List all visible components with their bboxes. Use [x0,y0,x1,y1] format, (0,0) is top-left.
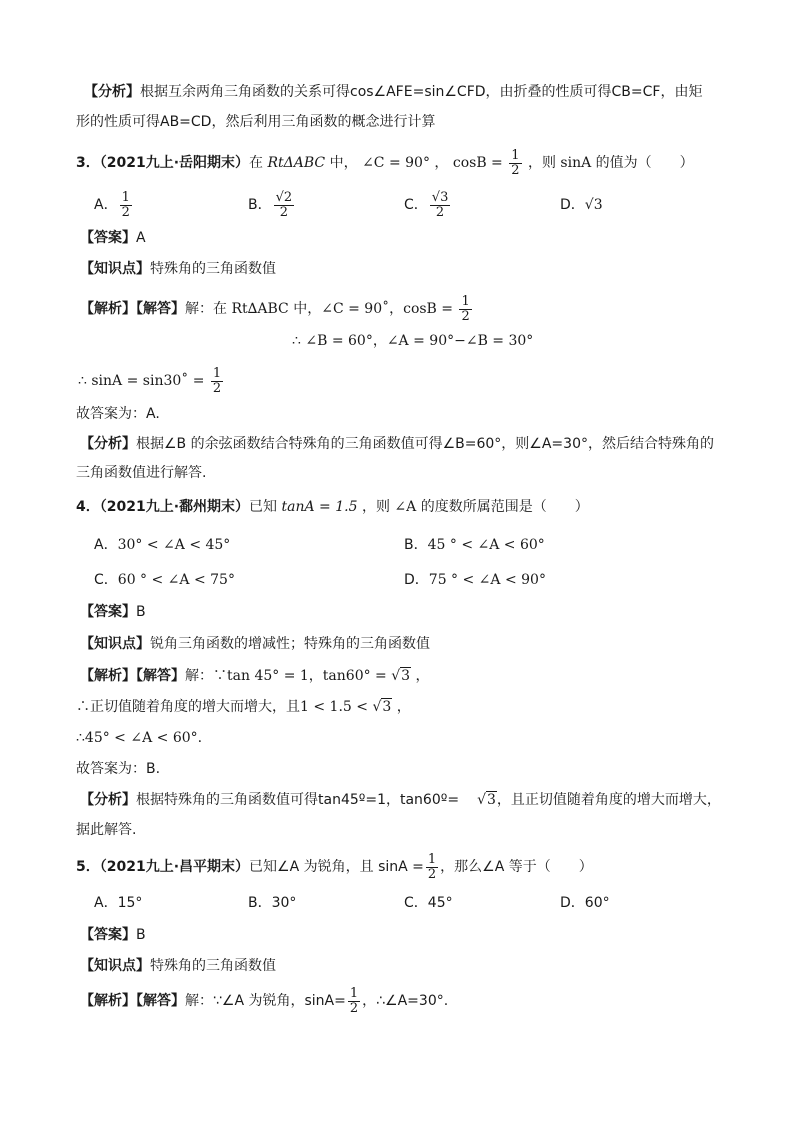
q5-knowledge-point: 【知识点】特殊角的三角函数值 [80,958,276,974]
q3-option-a: A． $\frac{1}{2}$ [94,189,130,220]
question-source: （2021九上·岳阳期末） [99,155,250,171]
q3-solution-line1: 【解析】【解答】解：在 Rt∆ABC 中，∠C = 90˚，cosB = $\frac{1}{2}$ [80,293,470,324]
q5-solution: 【解析】【解答】解：∵∠A 为锐角，sinA= $\frac{1}{2}$ ，∴∠A=30°. [80,985,449,1016]
analysis-tag: 【分析】 [84,84,140,100]
q3-solution-line3: ∴ sinA = sin30˚ = $\frac{1}{2}$ [78,365,222,396]
q4-conclusion: 故答案为：B. [76,761,161,777]
q3-solution-line2: ∴ ∠B = 60°，∠A = 90°−∠B = 30° [292,333,534,349]
q3-analysis-line1: 【分析】根据∠B 的余弦函数结合特殊角的三角函数值可得∠B=60°，则∠A=30°，然后结合特殊角的 [80,436,714,452]
q4-knowledge-point: 【知识点】锐角三角函数的增减性；特殊角的三角函数值 [80,636,430,652]
q4-option-a: A．30° < ∠A < 45° [94,537,231,553]
q5-option-b: B．30° [248,895,297,911]
q5-option-a: A．15° [94,895,143,911]
q3-conclusion: 故答案为：A. [76,406,160,422]
q5-stem: 5．（2021九上·昌平期末）已知∠A 为锐角，且 sinA = $\frac{1}{2}$ ，那么∠A 等于（ ） [76,851,593,882]
q4-analysis-line2: 据此解答. [76,822,137,838]
q3-stem: 3．（2021九上·岳阳期末）在 RtΔABC 中， ∠C = 90° ， cosB = $\frac{1}{2}$ ，则 sinA 的值为（ ） [76,147,694,178]
q4-solution-line2: ∴正切值随着角度的增大而增大，且1 < 1.5 < √3 ， [76,699,411,715]
q3-analysis-line2: 三角函数值进行解答. [76,465,207,481]
q3-knowledge-point: 【知识点】特殊角的三角函数值 [80,261,276,277]
q4-option-d: D．75 ° < ∠A < 90° [404,572,546,588]
fraction: $\frac{1}{2}$ [511,147,520,178]
q2-analysis-line2: 形的性质可得AB=CD，然后利用三角函数的概念进行计算 [76,114,436,130]
q3-answer: 【答案】A [80,230,146,246]
q4-solution-line3: ∴45° < ∠A < 60°. [76,730,203,746]
q5-answer: 【答案】B [80,927,146,943]
q4-answer: 【答案】B [80,604,146,620]
q4-analysis-line1: 【分析】根据特殊角的三角函数值可得tan45º=1，tan60º= √3，且正切值随着角度的增大而增大， [80,792,721,808]
q4-option-c: C．60 ° < ∠A < 75° [94,572,235,588]
q3-option-b: B． $\frac{√2}{2}$ [248,189,293,220]
question-number: 3． [76,155,100,171]
q5-option-d: D．60° [560,895,610,911]
q5-option-c: C．45° [404,895,453,911]
q3-option-d: D．√3 [560,197,603,213]
analysis-text: 根据互余两角三角函数的关系可得cos∠AFE=sin∠CFD，由折叠的性质可得CB=CF，由矩 [140,84,703,100]
q4-stem: 4．（2021九上·鄱州期末）已知 tanA = 1.5 ，则 ∠A 的度数所属范围是（ ） [76,499,589,515]
q4-option-b: B．45 ° < ∠A < 60° [404,537,545,553]
q3-option-c: C． $\frac{√3}{2}$ [404,189,449,220]
q4-solution-line1: 【解析】【解答】解：∵tan 45° = 1，tan60° = √3 ， [80,668,430,684]
q2-analysis-line1 [84,82,702,102]
